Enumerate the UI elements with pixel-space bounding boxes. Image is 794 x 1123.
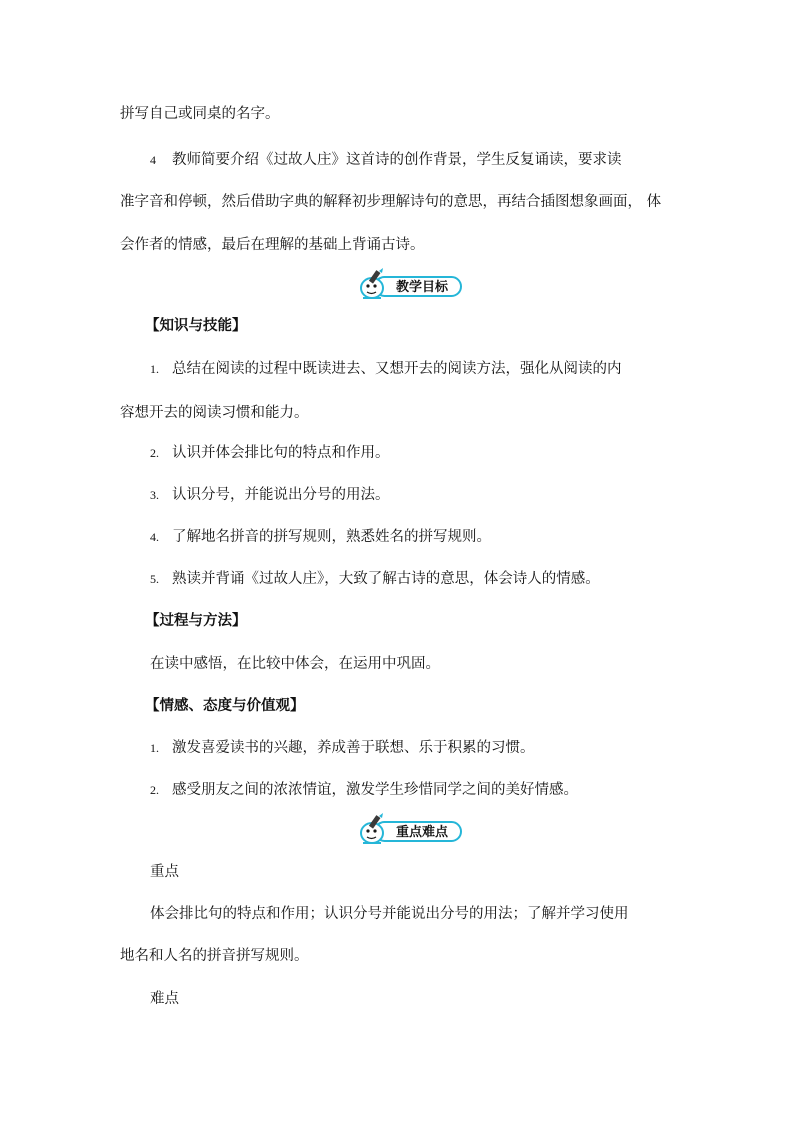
list-number: 2. — [150, 783, 159, 797]
list-item-text: 认识分号，并能说出分号的用法。 — [172, 487, 390, 503]
mascot-pencil-icon — [356, 267, 392, 303]
list-number: 4 — [150, 153, 156, 167]
key-heading: 重点 — [150, 864, 179, 880]
list-item-text: 了解地名拼音的拼写规则，熟悉姓名的拼写规则。 — [172, 529, 491, 545]
list-item-text: 感受朋友之间的浓浓情谊，激发学生珍惜同学之间的美好情感。 — [172, 782, 578, 798]
process-heading: 【过程与方法】 — [145, 613, 247, 629]
badge-label: 重点难点 — [396, 825, 449, 840]
list-item-text: 总结在阅读的过程中既读进去、又想开去的阅读方法，强化从阅读的内 — [172, 361, 622, 377]
list-item — [150, 443, 390, 463]
list-item-text: 认识并体会排比句的特点和作用。 — [172, 445, 390, 461]
knowledge-heading: 【知识与技能】 — [145, 318, 247, 334]
badge-label: 教学目标 — [396, 280, 449, 295]
intro-line: 拼写自己或同桌的名字。 — [120, 106, 280, 122]
list-number: 3. — [150, 488, 159, 502]
mascot-pencil-icon — [356, 812, 392, 848]
intro-item-4-cont: 会作者的情感，最后在理解的基础上背诵古诗。 — [120, 237, 425, 253]
emotion-heading: 【情感、态度与价值观】 — [145, 698, 305, 714]
list-number: 2. — [150, 446, 159, 460]
list-item-cont: 容想开去的阅读习惯和能力。 — [120, 405, 309, 421]
intro-item-4-text: 教师简要介绍《过故人庄》这首诗的创作背景，学生反复诵读，要求读 — [172, 152, 622, 168]
list-item — [150, 359, 622, 379]
key-text: 体会排比句的特点和作用；认识分号并能说出分号的用法；了解并学习使用 — [150, 906, 629, 922]
list-item — [150, 569, 600, 589]
list-number: 1. — [150, 741, 159, 755]
section-badge-goals — [356, 267, 466, 303]
key-text-cont: 地名和人名的拼音拼写规则。 — [120, 948, 309, 964]
list-item-text: 激发喜爱读书的兴趣，养成善于联想、乐于积累的习惯。 — [172, 740, 535, 756]
difficulty-heading: 难点 — [150, 991, 179, 1007]
section-badge-key — [356, 812, 466, 848]
list-item — [150, 527, 491, 547]
list-item — [150, 485, 390, 505]
process-text: 在读中感悟，在比较中体会，在运用中巩固。 — [150, 656, 440, 672]
list-number: 4. — [150, 530, 159, 544]
list-item — [150, 738, 535, 758]
list-number: 5. — [150, 572, 159, 586]
list-item-text: 熟读并背诵《过故人庄》，大致了解古诗的意思，体会诗人的情感。 — [172, 571, 600, 587]
intro-item-4-cont: 准字音和停顿，然后借助字典的解释初步理解诗句的意思，再结合插图想象画面， 体 — [120, 194, 662, 210]
list-number: 1. — [150, 362, 159, 376]
intro-item-4 — [150, 150, 622, 170]
list-item — [150, 780, 578, 800]
